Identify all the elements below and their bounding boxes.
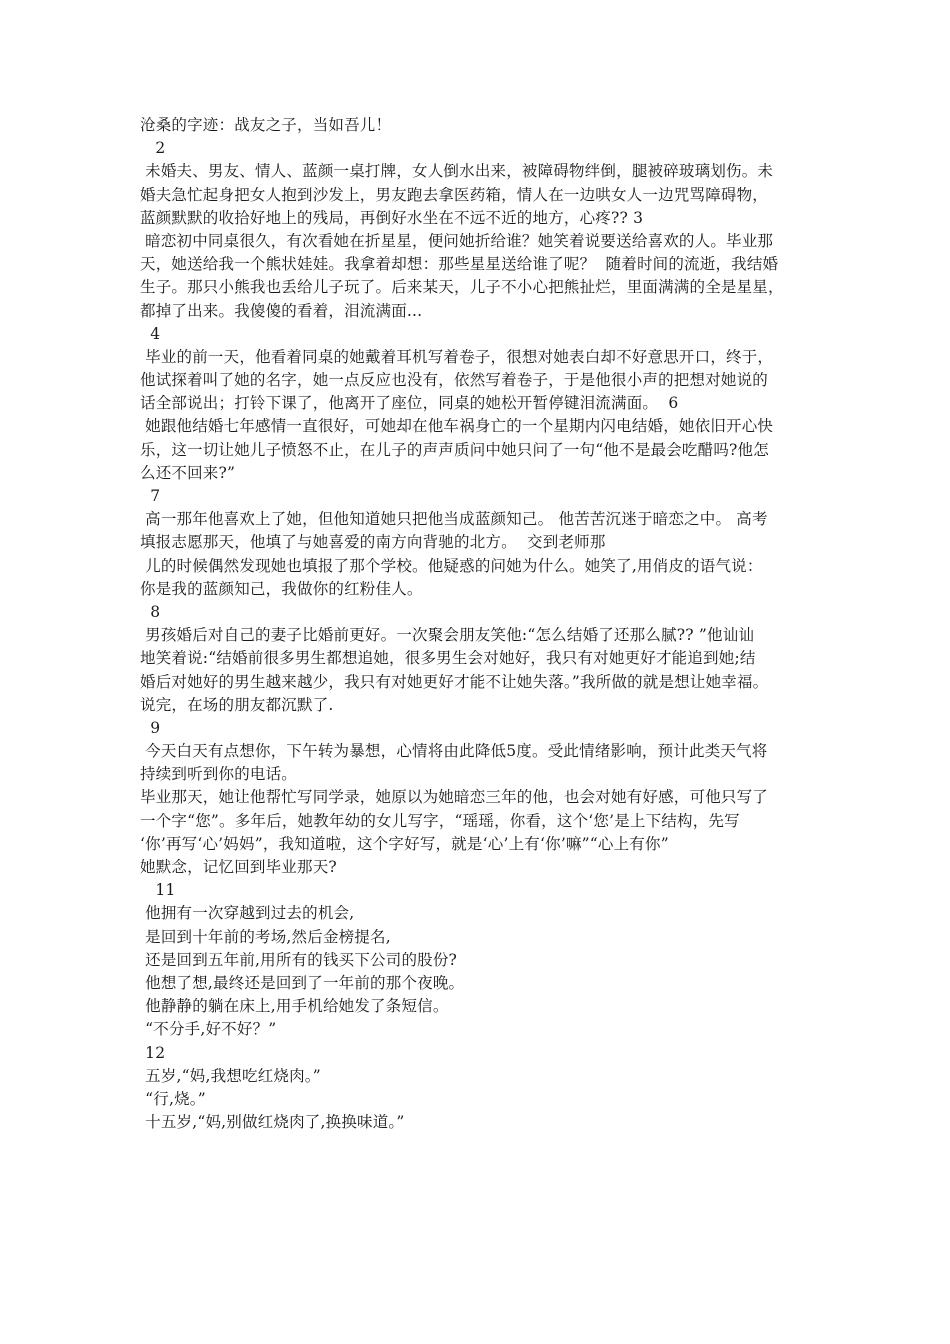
text-line: 未婚夫、男友、情人、蓝颜一桌打牌，女人倒水出来，被障碍物绊倒，腿被碎玻璃划伤。未 [140, 162, 774, 181]
text-line: 一个字“您”。多年后，她教年幼的女儿写字，“瑶瑶，你看，这个‘您’是上下结构，先写 [140, 811, 740, 830]
document-body [140, 114, 820, 1134]
text-line: ‘你’再写‘心’妈妈”，我知道啦，这个字好写，就是‘心’上有‘你’嘛”“心上有你” [140, 834, 669, 853]
text-line: 高一那年他喜欢上了她，但他知道她只把他当成蓝颜知己。 他苦苦沉迷于暗恋之中。 高考 [140, 510, 768, 529]
text-line: “行,烧。” [140, 1089, 206, 1108]
text-line: 是回到十年前的考场,然后金榜提名, [140, 927, 391, 946]
text-line: 男孩婚后对自己的妻子比婚前更好。一次聚会朋友笑他:“怎么结婚了还那么腻?? ”他讪讪 [140, 626, 755, 645]
text-line: 填报志愿那天，他填了与她喜爱的南方向背驰的北方。 交到老师那 [140, 533, 606, 552]
text-line: 婚后对她好的男生越来越少，我只有对她更好才能不让她失落。”我所做的就是想让她幸福。 [140, 672, 769, 691]
text-line: 毕业的前一天，他看着同桌的她戴着耳机写着卷子，很想对她表白却不好意思开口，终于， [140, 347, 774, 366]
text-line: 你是我的蓝颜知己，我做你的红粉佳人。 [140, 579, 423, 598]
text-line: “不分手,好不好？” [140, 1020, 277, 1039]
text-line: 暗恋初中同桌很久，有次看她在折星星，便问她折给谁？她笑着说要送给喜欢的人。毕业那 [140, 231, 774, 250]
text-line: 7 [140, 487, 161, 505]
text-line: 2 [140, 139, 166, 158]
text-line: 话全部说出；打铃下课了，他离开了座位，同桌的她松开暂停键泪流满面。 6 [140, 394, 679, 413]
text-line: 十五岁,“妈,别做红烧肉了,换换味道。” [140, 1113, 405, 1132]
text-line: 生子。那只小熊我也丢给儿子玩了。后来某天，儿子不小心把熊扯烂，里面满满的全是星星， [140, 278, 784, 297]
text-line: 4 [140, 324, 161, 343]
text-line: 她默念，记忆回到毕业那天? [140, 858, 337, 876]
text-line: 毕业那天，她让他帮忙写同学录，她原以为她暗恋三年的他，也会对她有好感，可他只写了 [140, 788, 769, 807]
text-line: 说完，在场的朋友都沉默了. [140, 695, 334, 714]
text-line: 8 [140, 602, 161, 621]
text-line: 12 [140, 1043, 166, 1062]
text-line: 婚夫急忙起身把女人抱到沙发上，男友跑去拿医药箱，情人在一边哄女人一边咒骂障碍物， [140, 185, 769, 204]
text-line: 么还不回来?” [140, 463, 236, 482]
text-line: 他拥有一次穿越到过去的机会, [140, 904, 355, 923]
text-line: 还是回到五年前,用所有的钱买下公司的股份? [140, 950, 458, 969]
text-line: 持续到听到你的电话。 [140, 765, 298, 784]
text-line: 今天白天有点想你，下午转为暴想，心情将由此降低5度。受此情绪影响，预计此类天气将 [140, 742, 768, 761]
text-line: 他静静的躺在床上,用手机给她发了条短信。 [140, 997, 449, 1016]
text-line: 沧桑的字迹：战友之子，当如吾儿！ [140, 116, 392, 134]
text-line: 她跟他结婚七年感情一直很好，可她却在他车祸身亡的一个星期内闪电结婚，她依旧开心快 [140, 417, 774, 436]
text-line: 天，她送给我一个熊状娃娃。我拿着却想：那些星星送给谁了呢？ 随着时间的流逝，我结婚 [140, 255, 779, 274]
text-line: 五岁,“妈,我想吃红烧肉。” [140, 1066, 321, 1085]
text-line: 都掉了出来。我傻傻的看着，泪流满面... [140, 301, 423, 320]
text-line: 他想了想,最终还是回到了一年前的那个夜晚。 [140, 973, 465, 992]
text-line: 地笑着说:“结婚前很多男生都想追她，很多男生会对她好，我只有对她更好才能追到她;结 [140, 649, 756, 668]
text-line: 他试探着叫了她的名字，她一点反应也没有，依然写着卷子，于是他很小声的把想对她说的 [140, 371, 769, 390]
text-line: 11 [140, 881, 176, 900]
text-line: 乐，这一切让她儿子愤怒不止，在儿子的声声质问中她只问了一句“他不是最会吃醋吗?他怎 [140, 440, 769, 459]
text-line: 9 [140, 718, 161, 737]
text-line: 蓝颜默默的收拾好地上的残局，再倒好水坐在不远不近的地方，心疼?? 3 [140, 208, 644, 227]
text-line: 儿的时候偶然发现她也填报了那个学校。他疑惑的问她为什么。她笑了,用俏皮的语气说： [140, 556, 763, 575]
